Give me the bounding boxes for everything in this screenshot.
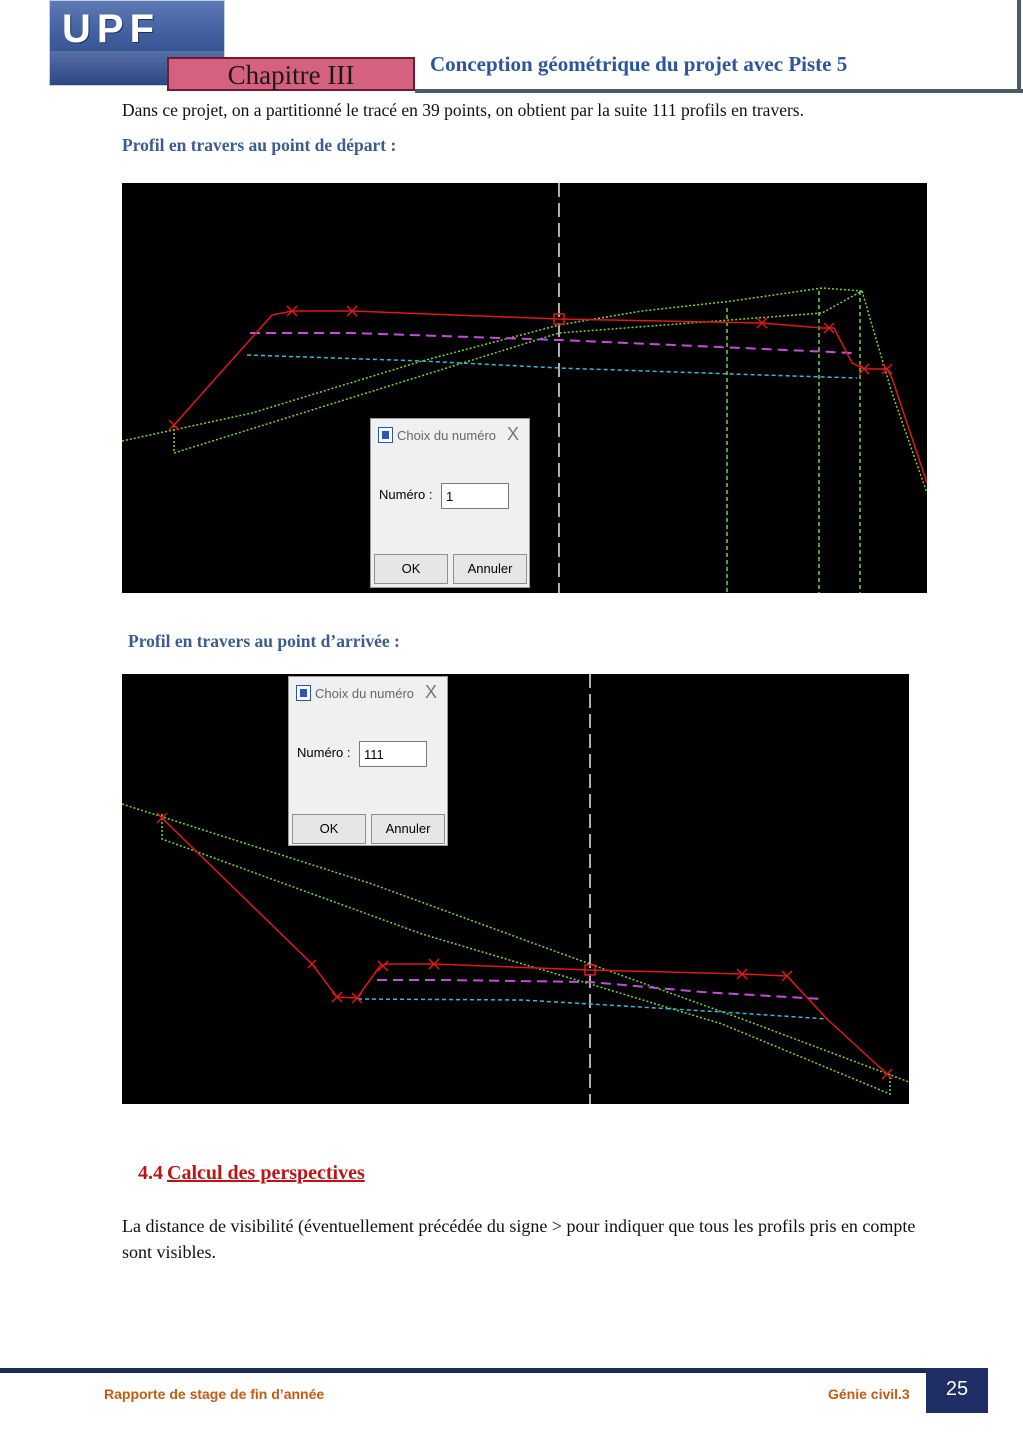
terrain-line-lower [162,814,890,1094]
close-icon[interactable]: X [424,682,437,702]
profile-red-line [174,311,927,483]
numero-label: Numéro : [379,487,433,502]
footer-report-title: Rapporte de stage de fin d’année [104,1386,325,1402]
profile-red-line [162,818,887,1074]
axis-magenta-line [250,333,852,353]
profile-end-screen [122,674,909,1104]
ok-button[interactable]: OK [292,814,366,844]
header-rule [415,89,1023,93]
terrain-slope [862,291,927,493]
footer-rule [0,1368,930,1373]
profile-start-screen [122,183,927,593]
numero-input[interactable] [359,741,427,767]
heading-end-profile: Profil en travers au point d’arrivée : [128,631,400,651]
chapter-tab [167,57,415,91]
intro-text: Dans ce projet, on a partitionné le tracé en 39 points, on obtient par la suite 111 profils en travers. [122,100,804,120]
cancel-button[interactable]: Annuler [453,554,527,584]
cancel-button[interactable]: Annuler [371,814,445,844]
choice-dialog-end[interactable] [288,676,448,846]
section-paragraph: La distance de visibilité (éventuellement précédée du signe > pour indiquer que tous les profils pris en compte sont visibles. [122,1216,916,1262]
axis-magenta-line [377,980,822,999]
dialog-title: Choix du numéro [397,428,496,443]
section-title: Calcul des perspectives [167,1162,365,1184]
section-number: 4.4 [138,1162,163,1184]
axis-cyan-line [358,999,827,1019]
axis-cyan-line [247,355,857,378]
logo-text: UPF [62,7,160,51]
close-icon[interactable]: X [506,424,519,444]
heading-start-profile: Profil en travers au point de départ : [122,135,397,155]
numero-label: Numéro : [297,745,351,760]
profile-markers [157,813,892,1079]
ok-button[interactable]: OK [374,554,448,584]
dialog-title: Choix du numéro [315,686,414,701]
header-title: Conception géométrique du projet avec Piste 5 [430,52,848,76]
page-number: 25 [945,1378,969,1400]
profile-end-drawing [122,674,909,1104]
page-number-box [926,1368,988,1413]
header-right-rule [1017,0,1021,93]
chapter-label: Chapitre III [227,60,355,90]
footer-department: Génie civil.3 [828,1386,910,1402]
terrain-line [122,804,909,1082]
help-icon [296,685,311,701]
numero-input[interactable] [441,483,509,509]
section-heading [138,1162,365,1185]
help-icon [378,427,393,443]
choice-dialog-start[interactable] [370,418,530,588]
